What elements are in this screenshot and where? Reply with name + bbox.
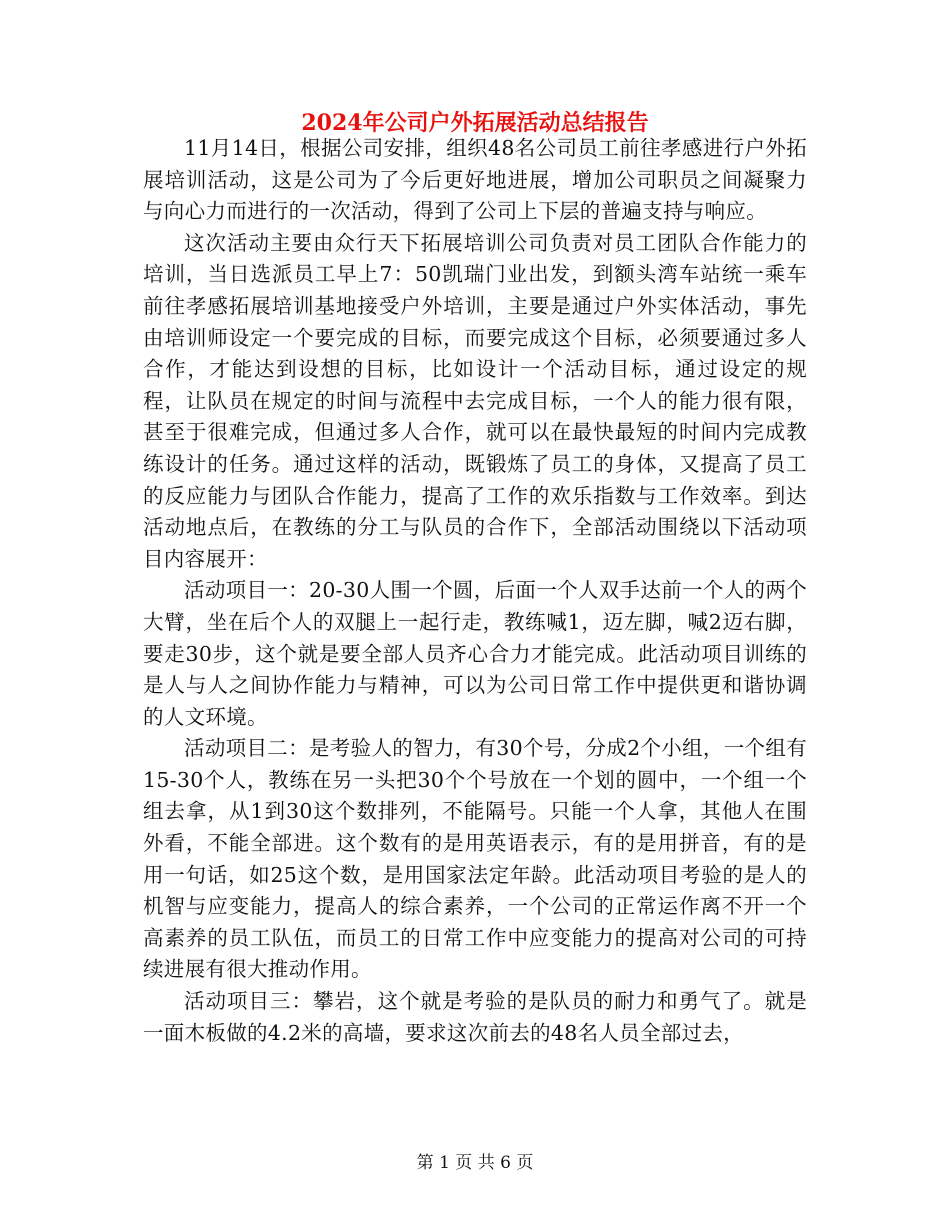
page-footer: 第 1 页 共 6 页 [416,1153,534,1173]
paragraph-4: 活动项目二：是考验人的智力，有30个号，分成2个小组，一个组有15-30个人，教练在另一头把30个个号放在一个划的圆中，一个组一个组去拿，从1到30这个数排列，不能隔号。只能一个人拿，其他人在围外看，不能全部进。这个数有的是用英语表示，有的是用拼音，有的是用一句话，如25这个数，是用国家法定年龄。此活动项目考验的是人的机智与应变能力，提高人的综合素养，一个公司的正常运作离不开一个高素养的员工队伍，而员工的日常工作中应变能力的提高对公司的可持续进展有很大推动作用。 [143,736,807,982]
document-body [143,133,807,1049]
paragraph-2: 这次活动主要由众行天下拓展培训公司负责对员工团队合作能力的培训，当日选派员工早上7：50凯瑞门业出发，到额头湾车站统一乘车前往孝感拓展培训基地接受户外培训，主要是通过户外实体活动，事先由培训师设定一个要完成的目标，而要完成这个目标，必须要通过多人合作，才能达到设想的目标，比如设计一个活动目标，通过设定的规程，让队员在规定的时间与流程中去完成目标，一个人的能力很有限，甚至于很难完成，但通过多人合作，就可以在最快最短的时间内完成教练设计的任务。通过这样的活动，既锻炼了员工的身体，又提高了员工的反应能力与团队合作能力，提高了工作的欢乐指数与工作效率。到达活动地点后，在教练的分工与队员的合作下，全部活动围绕以下活动项目内容展开： [143,230,807,571]
document-title: 2024年公司户外拓展活动总结报告 [301,110,649,136]
paragraph-5: 活动项目三：攀岩，这个就是考验的是队员的耐力和勇气了。就是一面木板做的4.2米的高墙，要求这次前去的48名人员全部过去， [143,989,807,1045]
paragraph-3: 活动项目一：20-30人围一个圆，后面一个人双手达前一个人的两个大臂，坐在后个人的双腿上一起行走，教练喊1，迈左脚，喊2迈右脚，要走30步，这个就是要全部人员齐心合力才能完成。此活动项目训练的是人与人之间协作能力与精神，可以为公司日常工作中提供更和谐协调的人文环境。 [143,578,807,729]
paragraph-1: 11月14日，根据公司安排，组织48名公司员工前往孝感进行户外拓展培训活动，这是公司为了今后更好地进展，增加公司职员之间凝聚力与向心力而进行的一次活动，得到了公司上下层的普遍支持与响应。 [143,136,807,224]
